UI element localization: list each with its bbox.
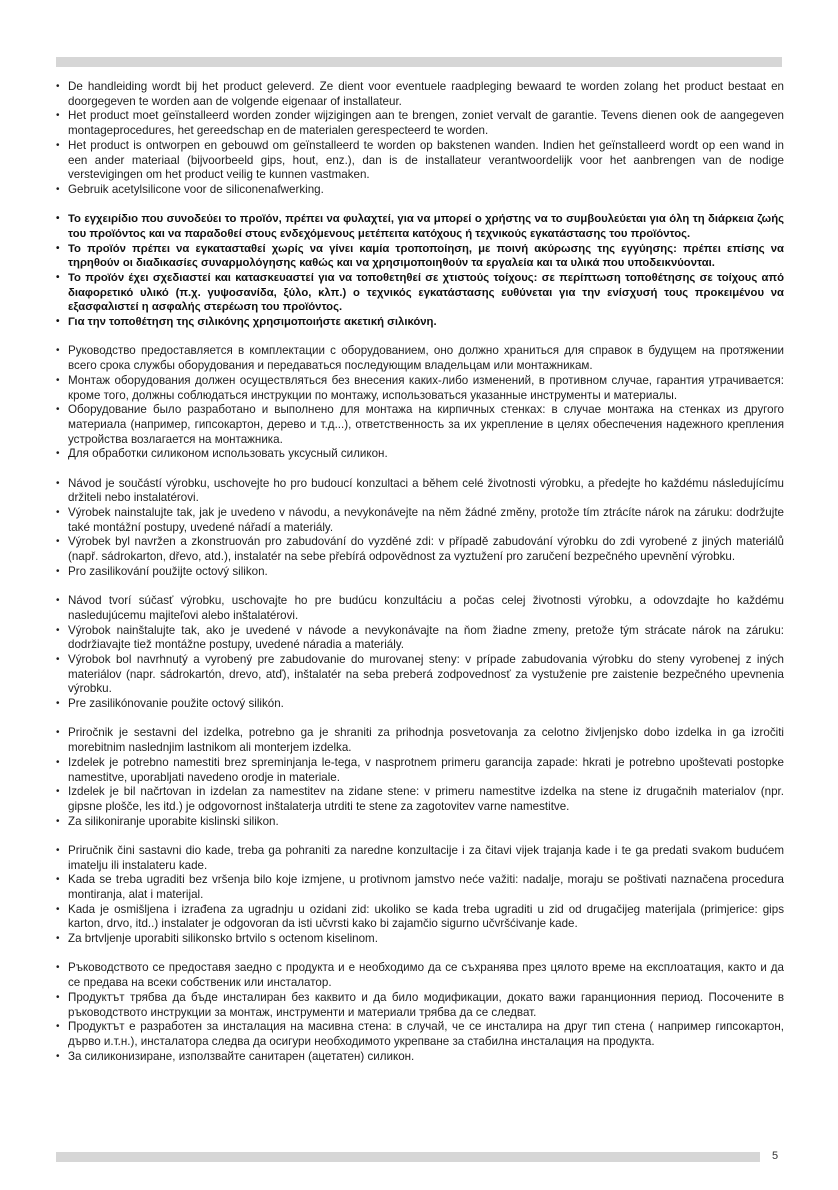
- bullet-icon: •: [56, 991, 60, 1003]
- list-item: • Pre zasilikónovanie použite octový silikón.: [56, 697, 284, 711]
- bullet-icon: •: [56, 448, 60, 460]
- bullet-icon: •: [56, 213, 60, 225]
- bullet-icon: •: [56, 874, 60, 886]
- section-czech: [56, 477, 784, 580]
- list-item: • Izdelek je bil načrtovan in izdelan za namestitev na zidane stene: v primeru namestitve izdelka na stene iz drugačnih materialov (npr. gipsne plošče, les itd.) je odgovornost inštalaterja utrditi te stene za zagotovitev varne namestitve.: [56, 785, 784, 813]
- list-item: • De handleiding wordt bij het product geleverd. Ze dient voor eventuele raadpleging bewaard te worden zolang het product bestaat en doorgegeven te worden aan de volgende eigenaar of installateur.: [56, 80, 784, 108]
- bullet-icon: •: [56, 844, 60, 856]
- bullet-icon: •: [56, 316, 60, 328]
- bullet-icon: •: [56, 139, 60, 151]
- list-item: • Izdelek je potrebno namestiti brez spreminjanja le-tega, v nasprotnem primeru garancija zapade: hkrati je potrebno upoštevati postopke namestitve, uporabljati navedeno orodje in materiale.: [56, 755, 784, 784]
- list-item: • Монтаж оборудования должен осуществляться без внесения каких-либо изменений, в противном случае, гарантия утрачивается: кроме того, должны соблюдаться инструкции по монтажу, использоваться указанные инструменты и материалы.: [56, 373, 784, 402]
- list-item: • Для обработки силиконом использовать уксусный силикон.: [56, 447, 388, 461]
- bullet-icon: •: [56, 565, 60, 577]
- list-item: • Výrobok bol navrhnutý a vyrobený pre zabudovanie do murovanej steny: v prípade zabudovania výrobku do steny vyrobenej z iných materiálov (napr. sádrokartón, drevo, atď), inštalatér na seba preberá zodpovednosť za vystuženie pre zaistenie bezpečného upevnenia výrobku.: [56, 652, 784, 696]
- list-item: • Het product moet geïnstalleerd worden zonder wijzigingen aan te brengen, zoniet vervalt de garantie. Tevens dienen ook de aangegeven montageprocedures, het gereedschap en de materialen gerespecteerd te worden.: [56, 109, 784, 138]
- section-dutch: [56, 80, 784, 198]
- list-item: • Za brtvljenje uporabiti silikonsko brtvilo s octenom kiselinom.: [56, 932, 378, 946]
- list-item: • Руководство предоставляется в комплектации с оборудованием, оно должно храниться для справок в будущем на протяжении всего срока службы оборудования и передаваться последующим владельцам или монтажникам.: [56, 344, 784, 373]
- bullet-icon: •: [56, 903, 60, 915]
- bullet-icon: •: [56, 1050, 60, 1062]
- list-item: • Výrobok nainštalujte tak, ako je uvedené v návode a nevykonávajte na ňom žiadne zmeny, pretože tým strácate nárok na záruku: dodržiavajte tiež montážne postupy, uvedené náradia a materiály.: [56, 623, 784, 652]
- bullet-icon: •: [56, 81, 60, 92]
- bullet-icon: •: [56, 727, 60, 739]
- bullet-icon: •: [56, 272, 60, 284]
- bullet-icon: •: [56, 110, 60, 122]
- section-greek: [56, 212, 784, 330]
- bullet-icon: •: [56, 653, 60, 665]
- list-item: • Το προϊόν έχει σχεδιαστεί και κατασκευαστεί για να τοποθετηθεί σε χτιστούς τοίχους: σε περίπτωση τοποθέτησης σε τοίχους από διαφορετικό υλικό (π.χ. γυψοσανίδα, ξύλο, κλπ.) ο τεχνικός εγκατάστασης ευθύνεται για την ενίσχυσή τους προκειμένου να εξασφαλιστεί η ασφαλής στερέωση του προϊόντος.: [56, 272, 784, 314]
- list-item: • Ръководството се предоставя заедно с продукта и е необходимо да се съхранява през цялото време на експлоатация, както и да се предава на всеки собственик или инсталатор.: [56, 961, 784, 990]
- list-item: • Návod tvorí súčasť výrobku, uschovajte ho pre budúcu konzultáciu a počas celej životnosti výrobku, a odovzdajte ho každému nasledujúcemu majiteľovi alebo inštalatérovi.: [56, 594, 784, 622]
- bullet-icon: •: [56, 786, 60, 798]
- bullet-icon: •: [56, 374, 60, 386]
- list-item: • Kada je osmišljena i izrađena za ugradnju u ozidani zid: ukoliko se kada treba ugraditi u zid od drugačijeg materijala (primjerice: gips karton, drvo, itd..) instalater je odgovoran da isti učvrsti kako bi zajamčio sigurno učvršćivanje kade.: [56, 902, 784, 931]
- bullet-icon: •: [56, 1021, 60, 1033]
- list-item: • Priručnik čini sastavni dio kade, treba ga pohraniti za naredne konzultacije i za čitavi vijek trajanja kade i te ga predati svakom budućem imatelju ili instalateru kade.: [56, 843, 784, 872]
- list-item: • Výrobek nainstalujte tak, jak je uvedeno v návodu, a nevykonávejte na něm žádné změny, protože tím ztrácíte nárok na záruku: dodržujte také montážní postupy, uvedené nářadí a materiály.: [56, 506, 784, 534]
- section-bulgarian: [56, 961, 784, 1064]
- header-bar: [56, 57, 782, 67]
- list-item: • Το προϊόν πρέπει να εγκατασταθεί χωρίς να γίνει καμία τροποποίηση, με ποινή ακύρωσης της εγγύησης: πρέπει επίσης να τηρηθούν οι διαδικασίες συναρμολόγησης καθώς και να χρησιμοποιηθούν τα εργαλεία και τα υλικά που υποδεικνύονται.: [56, 242, 784, 270]
- bullet-icon: •: [56, 933, 60, 945]
- list-item: • Za silikoniranje uporabite kislinski silikon.: [56, 814, 279, 828]
- bullet-icon: •: [56, 345, 60, 357]
- list-item: • За силиконизиране, използвайте санитарен (ацетатен) силикон.: [56, 1049, 415, 1063]
- list-item: • Pro zasilikování použijte octový silikon.: [56, 564, 268, 578]
- bullet-icon: •: [56, 756, 60, 768]
- bullet-icon: •: [56, 624, 60, 636]
- bullet-icon: •: [56, 698, 60, 710]
- list-item: • Kada se treba ugraditi bez vršenja bilo koje izmjene, u protivnom jamstvo neće važiti: nadalje, moraju se poštivati naznačena procedura montiranja, alat i materijal.: [56, 873, 784, 902]
- section-slovenian: [56, 726, 784, 829]
- section-slovak: [56, 594, 784, 712]
- list-item: • Gebruik acetylsilicone voor de siliconenafwerking.: [56, 182, 324, 196]
- footer-bar: [56, 1152, 760, 1162]
- bullet-icon: •: [56, 962, 60, 974]
- bullet-icon: •: [56, 242, 60, 254]
- bullet-icon: •: [56, 477, 60, 489]
- list-item: • Το εγχειρίδιο που συνοδεύει το προϊόν, πρέπει να φυλαχτεί, για να μπορεί ο χρήστης να το συμβουλεύεται για όλη τη διάρκεια ζωής του προϊόντος και να παραδοθεί στους ενδεχόμενους μετέπειτα κατόχους ή τεχνικούς εγκατάστασης του προϊόντος.: [56, 213, 784, 240]
- list-item: • Για την τοποθέτηση της σιλικόνης χρησιμοποιήστε ακετική σιλικόνη.: [56, 316, 437, 329]
- bullet-icon: •: [56, 815, 60, 827]
- list-item: • Návod je součástí výrobku, uschovejte ho pro budoucí konzultaci a během celé životnosti výrobku, a předejte ho každému následujícímu držiteli nebo instalatérovi.: [56, 476, 784, 505]
- bullet-icon: •: [56, 404, 60, 416]
- list-item: • Оборудование было разработано и выполнено для монтажа на кирпичных стенках: в случае монтажа на стенках из другого материала (например, гипсокартон, дерево и т.д...), ответственность за их укрепление в целях обеспечения надежного крепления устройства возлагается на монтажника.: [56, 403, 784, 446]
- list-item: • Продуктът трябва да бъде инсталиран без каквито и да било модификации, докато важи гаранционния период. Посочените в ръководството инструкции за монтаж, инструменти и материали трябва да се следват.: [56, 990, 784, 1019]
- page-number: 5: [772, 1150, 779, 1162]
- list-item: • Продуктът е разработен за инсталация на масивна стена: в случай, че се инсталира на друг тип стена ( например гипсокартон, дърво и.т.н.), инсталатора следва да осигури необходимото укрепване за стабилна инсталация на продукта.: [56, 1020, 784, 1048]
- bullet-icon: •: [56, 183, 60, 195]
- section-russian: [56, 344, 784, 462]
- bullet-icon: •: [56, 507, 60, 519]
- bullet-icon: •: [56, 536, 60, 548]
- section-croatian: [56, 844, 784, 947]
- list-item: • Het product is ontworpen en gebouwd om geïnstalleerd te worden op bakstenen wanden. Indien het geïnstalleerd wordt op een wand in een ander materiaal (bijvoorbeeld gips, hout, enz.), dan is de installateur verantwoordelijk voor het aanbrengen van de nodige verstevigingen om het product veilig te kunnen vastmaken.: [56, 138, 784, 182]
- bullet-icon: •: [56, 595, 60, 607]
- instructions-content: [56, 80, 784, 1079]
- list-item: • Priročnik je sestavni del izdelka, potrebno ga je shraniti za prihodnja posvetovanja za celotno življenjsko dobo izdelka in ga izročiti morebitnim naslednjim lastnikom ali monterjem izdelka.: [56, 726, 784, 755]
- list-item: • Výrobek byl navržen a zkonstruován pro zabudování do vyzděné zdi: v případě zabudování výrobku do zdi vyrobené z jiných materiálů (např. sádrokarton, dřevo, atd.), instalatér na sebe přebírá odpovědnost za vyztužení pro zaručení bezpečného upevnění výrobku.: [56, 535, 784, 564]
